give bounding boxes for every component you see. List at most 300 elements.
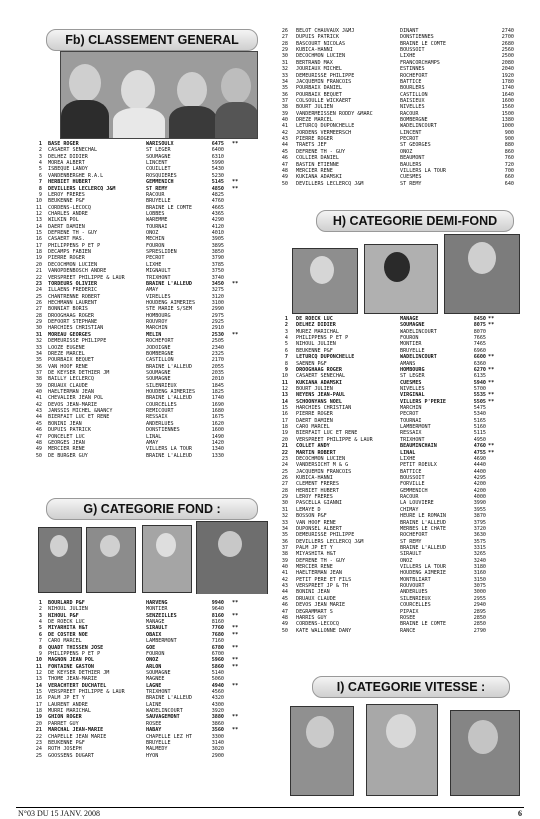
name-cell: NEYENS JEAN-PAUL: [296, 392, 346, 399]
points-cell: 2080: [501, 59, 514, 66]
city-cell: BATTICE: [400, 78, 422, 85]
city-cell: FOURON: [146, 242, 165, 249]
city-cell: ST REMY: [400, 538, 422, 545]
rank-cell: 22: [35, 733, 42, 740]
city-cell: GOE: [146, 644, 156, 651]
city-cell: WADELINCOURT: [400, 123, 437, 130]
name-cell: BOURLARD P&F: [48, 600, 85, 606]
points-cell: 3955: [473, 506, 486, 513]
rank-cell: 1: [38, 600, 42, 606]
points-cell: 1825: [211, 389, 224, 396]
city-cell: RESSAIX: [146, 414, 168, 421]
name-cell: PALM JP ET Y: [296, 544, 333, 551]
name-cell: CHARLES ANDRE: [48, 210, 88, 217]
points-cell: 6600: [473, 354, 486, 361]
name-cell: TORDEURS OLIVIER: [48, 280, 98, 287]
points-cell: 1600: [501, 97, 514, 104]
name-cell: MOREAU GEORGES: [48, 331, 91, 338]
points-cell: 5165: [473, 417, 486, 424]
points-cell: 1380: [501, 117, 514, 124]
city-cell: DINANT: [400, 28, 419, 34]
name-cell: BERTRAND MAX: [296, 59, 333, 66]
rank-cell: 41: [281, 570, 288, 577]
name-cell: HARCHIES CHRISTIAN: [48, 325, 104, 332]
section-f-title: Fb) CLASSEMENT GENERAL: [46, 29, 258, 51]
points-cell: 4825: [211, 191, 224, 198]
photo-podium-i: [290, 700, 520, 800]
name-cell: LEROY FRERES: [296, 494, 333, 501]
points-cell: 720: [504, 161, 514, 168]
rank-cell: 9: [284, 366, 288, 373]
name-cell: DEVOS JEAN MARIE: [296, 602, 346, 609]
name-cell: DREZE MARCEL: [296, 117, 333, 124]
city-cell: LAINE: [146, 701, 162, 708]
name-cell: DAERT DAMIEN: [48, 223, 85, 230]
name-cell: MIYARHITA H&T: [48, 625, 88, 632]
name-cell: HAELTERMAN JEAN: [48, 389, 95, 396]
rank-cell: 4: [38, 160, 42, 167]
points-cell: 2680: [501, 40, 514, 47]
points-cell: 2900: [211, 752, 224, 759]
rank-cell: 17: [281, 417, 288, 424]
city-cell: LIXHE: [400, 53, 416, 60]
city-cell: SAUVAGEMONT: [146, 714, 180, 721]
page-footer: [16, 807, 524, 818]
city-cell: RANCE: [400, 627, 416, 634]
marker-cell: **: [488, 354, 495, 361]
points-cell: 860: [504, 148, 514, 155]
rank-cell: 10: [281, 373, 288, 380]
city-cell: BOUSSOIT: [400, 474, 425, 481]
rank-cell: 15: [35, 230, 42, 237]
table-row: [36, 753, 268, 759]
points-cell: 3140: [211, 739, 224, 746]
city-cell: MALMEDY: [146, 746, 168, 753]
rank-cell: 6: [284, 347, 288, 354]
points-cell: 5535: [473, 392, 486, 399]
points-cell: 8160: [211, 612, 224, 619]
points-cell: 3315: [473, 544, 486, 551]
city-cell: ST REMY: [400, 180, 422, 187]
name-cell: DEFRENE TH - GUY: [48, 230, 98, 237]
city-cell: BOUSSOIT: [400, 47, 425, 54]
rank-cell: 47: [281, 608, 288, 615]
city-cell: ONOZ: [400, 148, 413, 155]
name-cell: MERCIER RENE: [48, 446, 85, 453]
rank-cell: 21: [35, 268, 42, 275]
city-cell: GEMMENICH: [146, 179, 174, 186]
city-cell: VILLERS LA TOUR: [400, 564, 447, 571]
rank-cell: 32: [281, 66, 288, 73]
points-cell: 6960: [473, 347, 486, 354]
city-cell: BRAINE LE COMTE: [400, 621, 447, 628]
rank-cell: 25: [35, 752, 42, 759]
name-cell: DREZE MARCEL: [48, 350, 85, 357]
points-cell: 4295: [473, 474, 486, 481]
rank-cell: 9: [38, 650, 42, 657]
points-cell: 3020: [211, 746, 224, 753]
points-cell: 2955: [473, 595, 486, 602]
city-cell: CHIMAY: [400, 506, 419, 513]
name-cell: CLEMENT FRERES: [296, 481, 339, 488]
name-cell: DRUAUX CLAUDE: [48, 382, 88, 389]
name-cell: LETURCQ DUPONCHELLE: [296, 354, 355, 361]
points-cell: 3630: [473, 532, 486, 539]
city-cell: JODOIGNE: [146, 344, 171, 351]
city-cell: SOUMAGNE: [146, 669, 171, 676]
city-cell: WADELINCOURT: [146, 708, 183, 715]
name-cell: DEVILLERS LECLERCQ J&M: [48, 185, 116, 192]
rank-cell: 3: [284, 328, 288, 335]
city-cell: BRAINE L'ALLEUD: [146, 280, 193, 287]
points-cell: 8450: [473, 316, 486, 322]
rank-cell: 35: [35, 357, 42, 364]
name-cell: DRUAUX CLAUDE: [296, 595, 336, 602]
city-cell: ROSEE: [400, 614, 416, 621]
name-cell: BONINI JEAN: [48, 420, 82, 427]
name-cell: TRAETS JEF: [296, 142, 327, 149]
name-cell: SCHOONYANS NOEL: [296, 398, 343, 405]
rank-cell: 14: [35, 682, 42, 689]
city-cell: RACOUR: [400, 110, 419, 117]
points-cell: 7160: [211, 638, 224, 645]
city-cell: COUILLET: [146, 166, 171, 173]
points-cell: 2790: [473, 627, 486, 634]
city-cell: COURCELLES: [400, 602, 431, 609]
name-cell: DECOCHMON LUCIEN: [296, 455, 346, 462]
city-cell: VILLERS LA TOUR: [146, 446, 193, 453]
points-cell: 640: [504, 180, 514, 187]
name-cell: MOREA ALBERT: [48, 160, 85, 167]
rank-cell: 21: [281, 443, 288, 450]
city-cell: HOUDENG AIMERIES: [146, 299, 196, 306]
points-cell: 4320: [211, 695, 224, 702]
name-cell: DE ROECK LUC: [296, 316, 333, 322]
points-cell: 6310: [211, 153, 224, 160]
name-cell: GHION ROGER: [48, 714, 82, 721]
name-cell: CORDENS-LECOCQ: [296, 621, 339, 628]
city-cell: NIVELLES: [400, 385, 425, 392]
points-cell: 4760: [211, 198, 224, 205]
points-cell: 6400: [211, 147, 224, 154]
points-cell: 8160: [211, 619, 224, 626]
points-cell: 3905: [211, 236, 224, 243]
points-cell: 2035: [211, 369, 224, 376]
marker-cell: **: [488, 366, 495, 373]
rank-cell: 6: [38, 631, 42, 638]
points-cell: 700: [504, 167, 514, 174]
name-cell: PETIT PERE ET FILS: [296, 576, 352, 583]
city-cell: MONTIER: [400, 341, 422, 348]
name-cell: VANDERSICHT M & G: [296, 462, 349, 469]
points-cell: 4950: [473, 436, 486, 443]
rank-cell: 14: [35, 223, 42, 230]
points-cell: 3100: [211, 299, 224, 306]
name-cell: BIERFAIT LUC ET RENE: [296, 430, 358, 437]
city-cell: RACOUR: [146, 191, 165, 198]
points-cell: 4665: [211, 204, 224, 211]
city-cell: BATTICE: [400, 468, 422, 475]
rank-cell: 31: [281, 506, 288, 513]
rank-cell: 8: [38, 644, 42, 651]
points-cell: 5160: [473, 424, 486, 431]
city-cell: BRAINE L'ALLEUD: [146, 452, 193, 459]
city-cell: ESTINNES: [400, 66, 425, 73]
points-cell: 3740: [211, 274, 224, 281]
city-cell: TRIXHONT: [146, 689, 171, 696]
points-cell: 1845: [211, 382, 224, 389]
points-cell: 4690: [473, 455, 486, 462]
name-cell: CARO MARCEL: [296, 424, 330, 431]
rank-cell: 48: [281, 167, 288, 174]
name-cell: MERCIER RENE: [296, 564, 333, 571]
city-cell: SOUMAGNE: [400, 322, 425, 329]
city-cell: GEMMENICH: [400, 487, 428, 494]
points-cell: 1560: [501, 104, 514, 111]
ranking-table-f-continued: [282, 28, 522, 187]
name-cell: NIHOUL P&F: [48, 612, 79, 619]
city-cell: BEAUMONT: [400, 155, 425, 162]
marker-cell: **: [232, 631, 239, 638]
name-cell: BAILLY LECLERCQ: [48, 376, 95, 383]
rank-cell: 16: [35, 236, 42, 243]
rank-cell: 24: [35, 287, 42, 294]
rank-cell: 28: [281, 487, 288, 494]
name-cell: CHANTRENNE ROBERT: [48, 293, 101, 300]
points-cell: 3720: [473, 525, 486, 532]
rank-cell: 35: [281, 85, 288, 92]
rank-cell: 44: [35, 414, 42, 421]
points-cell: 3785: [211, 261, 224, 268]
points-cell: 1920: [501, 72, 514, 79]
rank-cell: 18: [281, 424, 288, 431]
table-row: [282, 628, 522, 634]
name-cell: DELHEZ DIDIER: [296, 322, 336, 329]
name-cell: DE KEYSER DETHIER JM: [48, 369, 110, 376]
city-cell: BAISIEUX: [400, 97, 425, 104]
marker-cell: **: [488, 398, 495, 405]
points-cell: 9640: [211, 606, 224, 613]
rank-cell: 18: [35, 708, 42, 715]
points-cell: 2170: [211, 357, 224, 364]
name-cell: DEMEURISSE PHILIPPE: [48, 338, 107, 345]
city-cell: ROUVROY: [146, 319, 168, 326]
points-cell: 3880: [211, 714, 224, 721]
points-cell: 3075: [473, 583, 486, 590]
city-cell: VIRELLES: [146, 293, 171, 300]
city-cell: MARCHIN: [146, 325, 168, 332]
points-cell: 3300: [211, 733, 224, 740]
city-cell: AMANS: [400, 360, 416, 367]
marker-cell: **: [488, 379, 495, 386]
rank-cell: 10: [35, 657, 42, 664]
city-cell: ANDERLUES: [400, 589, 428, 596]
points-cell: 4850: [211, 185, 224, 192]
rank-cell: 30: [281, 53, 288, 60]
rank-cell: 40: [281, 564, 288, 571]
marker-cell: **: [232, 727, 239, 734]
name-cell: DE COSTER NOE: [48, 631, 88, 638]
name-cell: VERSPREET PHILIPPE & LAUR: [48, 274, 125, 281]
table-row: [36, 453, 268, 459]
rank-cell: 41: [281, 123, 288, 130]
points-cell: 5475: [473, 405, 486, 412]
name-cell: CASAERT MAS.: [48, 236, 85, 243]
name-cell: VANDENBERGHE R.A.L: [48, 172, 104, 179]
rank-cell: 7: [38, 638, 42, 645]
name-cell: PALM JP ET Y: [48, 695, 85, 702]
city-cell: MANAGE: [146, 619, 165, 626]
points-cell: 1340: [211, 446, 224, 453]
name-cell: MURRI MARICHAL: [48, 708, 91, 715]
city-cell: FOURON: [400, 335, 419, 342]
points-cell: 3450: [211, 280, 224, 287]
city-cell: ROSEE: [146, 720, 162, 727]
rank-cell: 29: [281, 47, 288, 54]
city-cell: SOUMAGNE: [146, 153, 171, 160]
rank-cell: 19: [35, 714, 42, 721]
rank-cell: 30: [35, 325, 42, 332]
points-cell: 4200: [473, 487, 486, 494]
rank-cell: 17: [35, 701, 42, 708]
marker-cell: **: [232, 644, 239, 651]
points-cell: 5230: [211, 172, 224, 179]
rank-cell: 4: [284, 335, 288, 342]
points-cell: 6270: [473, 366, 486, 373]
rank-cell: 3: [38, 153, 42, 160]
points-cell: 4940: [211, 682, 224, 689]
rank-cell: 39: [281, 110, 288, 117]
name-cell: ROTH JOSEPH: [48, 746, 82, 753]
city-cell: CHAPELLE LEZ HT: [146, 733, 193, 740]
marker-cell: **: [232, 657, 239, 664]
city-cell: PECROT: [146, 255, 165, 262]
name-cell: BOURT JULIEN: [296, 385, 333, 392]
city-cell: FRANCORCHAMPS: [400, 59, 440, 66]
name-cell: JACQUEMIN FRANCOIS: [296, 78, 352, 85]
city-cell: BRUYELLE: [146, 198, 171, 205]
points-cell: 3860: [211, 720, 224, 727]
rank-cell: 19: [35, 255, 42, 262]
points-cell: 6475: [211, 141, 224, 147]
points-cell: 3180: [473, 564, 486, 571]
city-cell: AMAY: [146, 287, 159, 294]
ranking-table-h: [282, 316, 522, 634]
name-cell: GEORGES JEAN: [48, 439, 85, 446]
name-cell: DUPONSEL ALBERT: [296, 525, 343, 532]
rank-cell: 22: [35, 274, 42, 281]
points-cell: 4760: [473, 443, 486, 450]
rank-cell: 42: [281, 129, 288, 136]
name-cell: MIYASHITA H&T: [296, 551, 336, 558]
city-cell: VILLERS LA TOUR: [400, 167, 447, 174]
city-cell: BRUYELLE: [400, 347, 425, 354]
points-cell: 2530: [211, 331, 224, 338]
rank-cell: 13: [35, 217, 42, 224]
name-cell: PASCELLA GIANNI: [296, 500, 343, 507]
rank-cell: 34: [281, 525, 288, 532]
city-cell: ROCHEFORT: [146, 338, 174, 345]
rank-cell: 4: [38, 619, 42, 626]
city-cell: BRAINE L'ALLEUD: [146, 363, 193, 370]
city-cell: BRAINE LE COMTE: [400, 40, 447, 47]
marker-cell: **: [232, 612, 239, 619]
rank-cell: 28: [281, 40, 288, 47]
name-cell: KUKIANA ADAMSKI: [296, 379, 343, 386]
rank-cell: 15: [35, 689, 42, 696]
rank-cell: 27: [281, 481, 288, 488]
city-cell: LINCENT: [146, 160, 168, 167]
name-cell: KATE WALLONNE DANY: [296, 627, 352, 634]
points-cell: 5505: [473, 398, 486, 405]
rank-cell: 34: [281, 78, 288, 85]
name-cell: DECOCHMON LUCIEN: [48, 261, 98, 268]
rank-cell: 24: [35, 746, 42, 753]
city-cell: SOUMAGNE: [146, 369, 171, 376]
name-cell: VERSPREET PHILIPPE & LAUR: [296, 436, 373, 443]
rank-cell: 45: [281, 595, 288, 602]
name-cell: DECAMPS FABIEN: [48, 249, 91, 256]
points-cell: 5340: [473, 411, 486, 418]
rank-cell: 16: [35, 695, 42, 702]
name-cell: MAGNON JEAN POL: [48, 657, 95, 664]
name-cell: JANSSIS MICHEL &NANCY: [48, 408, 113, 415]
city-cell: ARLON: [146, 663, 162, 670]
rank-cell: 45: [281, 148, 288, 155]
points-cell: 5700: [473, 385, 486, 392]
rank-cell: 44: [281, 142, 288, 149]
points-cell: 760: [504, 155, 514, 162]
name-cell: DEMEURISSE PHILIPPE: [296, 532, 355, 539]
name-cell: ILLAENS FREDERIC: [48, 287, 98, 294]
rank-cell: 16: [281, 411, 288, 418]
rank-cell: 2: [38, 147, 42, 154]
points-cell: 880: [504, 142, 514, 149]
points-cell: 3120: [211, 293, 224, 300]
name-cell: CASAERT SENECHAL: [296, 373, 346, 380]
points-cell: 660: [504, 174, 514, 181]
city-cell: MARCHIN: [400, 405, 422, 412]
name-cell: DE ROECK LUC: [48, 619, 85, 626]
city-cell: ONOZ: [146, 657, 159, 664]
rank-cell: 42: [281, 576, 288, 583]
name-cell: PARRET GUY: [48, 720, 79, 727]
points-cell: 2340: [211, 344, 224, 351]
name-cell: VERSPREET PHILIPPE & LAUR: [48, 689, 125, 696]
points-cell: 900: [504, 136, 514, 143]
name-cell: LOOZE EUGENE: [48, 344, 85, 351]
points-cell: 1330: [211, 452, 224, 459]
city-cell: SILENRIEUX: [400, 595, 431, 602]
rank-cell: 30: [281, 500, 288, 507]
city-cell: LINAL: [146, 433, 162, 440]
photo-podium-h: [292, 234, 520, 314]
city-cell: LAMBERMONT: [146, 638, 177, 645]
rank-cell: 32: [281, 513, 288, 520]
points-cell: 4290: [211, 217, 224, 224]
points-cell: 4400: [473, 468, 486, 475]
points-cell: 2975: [211, 312, 224, 319]
points-cell: 3920: [211, 708, 224, 715]
name-cell: PIERRE ROGER: [48, 255, 85, 262]
name-cell: DEVILLERS LECLERCQ J&M: [296, 538, 364, 545]
rank-cell: 3: [38, 612, 42, 619]
city-cell: BRAINE L'ALLEUD: [400, 519, 447, 526]
rank-cell: 27: [35, 306, 42, 313]
name-cell: BEUKENNE P&F: [48, 198, 85, 205]
rank-cell: 10: [35, 198, 42, 205]
rank-cell: 38: [281, 104, 288, 111]
